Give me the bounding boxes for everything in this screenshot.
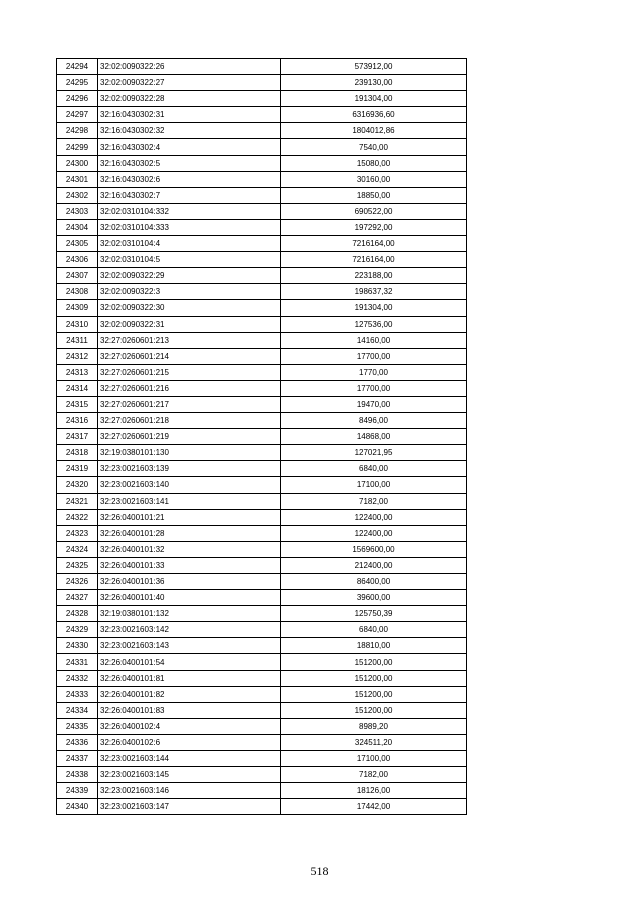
cadastral-value-cell: 6316936,60 — [281, 107, 467, 123]
table-row — [57, 525, 467, 541]
cadastral-number-cell: 32:23:0021603:143 — [98, 638, 281, 654]
table-row — [57, 734, 467, 750]
table-row — [57, 574, 467, 590]
cadastral-number-cell: 32:26:0400101:21 — [98, 509, 281, 525]
table-row — [57, 332, 467, 348]
row-number-cell: 24321 — [57, 493, 98, 509]
cadastral-value-table — [56, 58, 467, 815]
cadastral-value-cell: 122400,00 — [281, 509, 467, 525]
cadastral-value-cell: 122400,00 — [281, 525, 467, 541]
table-row — [57, 541, 467, 557]
row-number-cell: 24340 — [57, 799, 98, 815]
table-row — [57, 477, 467, 493]
row-number-cell: 24317 — [57, 429, 98, 445]
table-body — [57, 59, 467, 815]
table-row — [57, 284, 467, 300]
cadastral-value-cell: 18126,00 — [281, 783, 467, 799]
cadastral-number-cell: 32:26:0400101:54 — [98, 654, 281, 670]
row-number-cell: 24329 — [57, 622, 98, 638]
cadastral-value-cell: 19470,00 — [281, 396, 467, 412]
cadastral-number-cell: 32:23:0021603:140 — [98, 477, 281, 493]
row-number-cell: 24326 — [57, 574, 98, 590]
cadastral-number-cell: 32:26:0400101:81 — [98, 670, 281, 686]
row-number-cell: 24302 — [57, 187, 98, 203]
table-row — [57, 252, 467, 268]
row-number-cell: 24309 — [57, 300, 98, 316]
cadastral-value-cell: 17700,00 — [281, 380, 467, 396]
cadastral-number-cell: 32:02:0090322:3 — [98, 284, 281, 300]
table-row — [57, 268, 467, 284]
cadastral-number-cell: 32:23:0021603:145 — [98, 767, 281, 783]
row-number-cell: 24306 — [57, 252, 98, 268]
cadastral-value-cell: 7216164,00 — [281, 252, 467, 268]
cadastral-value-cell: 197292,00 — [281, 219, 467, 235]
row-number-cell: 24307 — [57, 268, 98, 284]
cadastral-value-cell: 1804012,86 — [281, 123, 467, 139]
cadastral-value-cell: 7182,00 — [281, 767, 467, 783]
cadastral-value-cell: 324511,20 — [281, 734, 467, 750]
cadastral-number-cell: 32:02:0090322:30 — [98, 300, 281, 316]
cadastral-number-cell: 32:23:0021603:147 — [98, 799, 281, 815]
table-row — [57, 107, 467, 123]
table-row — [57, 396, 467, 412]
cadastral-value-cell: 6840,00 — [281, 461, 467, 477]
row-number-cell: 24323 — [57, 525, 98, 541]
row-number-cell: 24320 — [57, 477, 98, 493]
row-number-cell: 24330 — [57, 638, 98, 654]
row-number-cell: 24313 — [57, 364, 98, 380]
cadastral-value-cell: 125750,39 — [281, 606, 467, 622]
table-row — [57, 590, 467, 606]
cadastral-value-cell: 212400,00 — [281, 557, 467, 573]
table-row — [57, 203, 467, 219]
table-row — [57, 702, 467, 718]
cadastral-number-cell: 32:27:0260601:218 — [98, 413, 281, 429]
cadastral-value-cell: 39600,00 — [281, 590, 467, 606]
table-row — [57, 799, 467, 815]
row-number-cell: 24315 — [57, 396, 98, 412]
cadastral-number-cell: 32:26:0400101:28 — [98, 525, 281, 541]
table-row — [57, 171, 467, 187]
row-number-cell: 24316 — [57, 413, 98, 429]
table-row — [57, 509, 467, 525]
row-number-cell: 24328 — [57, 606, 98, 622]
cadastral-number-cell: 32:19:0380101:130 — [98, 445, 281, 461]
cadastral-value-cell: 17442,00 — [281, 799, 467, 815]
table-row — [57, 638, 467, 654]
table-row — [57, 348, 467, 364]
row-number-cell: 24312 — [57, 348, 98, 364]
cadastral-number-cell: 32:16:0430302:4 — [98, 139, 281, 155]
cadastral-value-cell: 15080,00 — [281, 155, 467, 171]
cadastral-number-cell: 32:26:0400101:33 — [98, 557, 281, 573]
cadastral-value-cell: 8989,20 — [281, 718, 467, 734]
cadastral-number-cell: 32:16:0430302:32 — [98, 123, 281, 139]
row-number-cell: 24337 — [57, 751, 98, 767]
cadastral-value-cell: 151200,00 — [281, 654, 467, 670]
table-row — [57, 670, 467, 686]
cadastral-number-cell: 32:16:0430302:7 — [98, 187, 281, 203]
cadastral-value-cell: 1770,00 — [281, 364, 467, 380]
table-row — [57, 155, 467, 171]
cadastral-value-cell: 239130,00 — [281, 75, 467, 91]
cadastral-value-cell: 7216164,00 — [281, 236, 467, 252]
cadastral-value-cell: 17700,00 — [281, 348, 467, 364]
cadastral-value-cell: 18850,00 — [281, 187, 467, 203]
table-row — [57, 219, 467, 235]
cadastral-value-cell: 151200,00 — [281, 686, 467, 702]
row-number-cell: 24322 — [57, 509, 98, 525]
cadastral-number-cell: 32:23:0021603:144 — [98, 751, 281, 767]
row-number-cell: 24327 — [57, 590, 98, 606]
cadastral-number-cell: 32:02:0310104:5 — [98, 252, 281, 268]
row-number-cell: 24310 — [57, 316, 98, 332]
row-number-cell: 24308 — [57, 284, 98, 300]
row-number-cell: 24299 — [57, 139, 98, 155]
row-number-cell: 24324 — [57, 541, 98, 557]
cadastral-value-cell: 8496,00 — [281, 413, 467, 429]
cadastral-number-cell: 32:02:0310104:4 — [98, 236, 281, 252]
table-row — [57, 557, 467, 573]
cadastral-value-cell: 30160,00 — [281, 171, 467, 187]
row-number-cell: 24332 — [57, 670, 98, 686]
table-row — [57, 783, 467, 799]
cadastral-number-cell: 32:02:0090322:27 — [98, 75, 281, 91]
table-row — [57, 413, 467, 429]
table-row — [57, 767, 467, 783]
table-row — [57, 429, 467, 445]
cadastral-number-cell: 32:27:0260601:214 — [98, 348, 281, 364]
cadastral-number-cell: 32:02:0090322:31 — [98, 316, 281, 332]
cadastral-number-cell: 32:23:0021603:139 — [98, 461, 281, 477]
cadastral-value-cell: 7540,00 — [281, 139, 467, 155]
table-row — [57, 316, 467, 332]
table-row — [57, 123, 467, 139]
cadastral-number-cell: 32:02:0090322:28 — [98, 91, 281, 107]
row-number-cell: 24296 — [57, 91, 98, 107]
cadastral-number-cell: 32:19:0380101:132 — [98, 606, 281, 622]
cadastral-number-cell: 32:23:0021603:141 — [98, 493, 281, 509]
row-number-cell: 24331 — [57, 654, 98, 670]
cadastral-number-cell: 32:26:0400102:4 — [98, 718, 281, 734]
row-number-cell: 24305 — [57, 236, 98, 252]
cadastral-number-cell: 32:26:0400101:82 — [98, 686, 281, 702]
cadastral-value-cell: 7182,00 — [281, 493, 467, 509]
cadastral-number-cell: 32:23:0021603:146 — [98, 783, 281, 799]
table-row — [57, 75, 467, 91]
table-row — [57, 622, 467, 638]
cadastral-number-cell: 32:26:0400101:83 — [98, 702, 281, 718]
row-number-cell: 24335 — [57, 718, 98, 734]
cadastral-number-cell: 32:02:0090322:29 — [98, 268, 281, 284]
cadastral-value-cell: 573912,00 — [281, 59, 467, 75]
row-number-cell: 24334 — [57, 702, 98, 718]
cadastral-value-cell: 1569600,00 — [281, 541, 467, 557]
cadastral-value-cell: 191304,00 — [281, 91, 467, 107]
row-number-cell: 24294 — [57, 59, 98, 75]
row-number-cell: 24301 — [57, 171, 98, 187]
cadastral-number-cell: 32:27:0260601:215 — [98, 364, 281, 380]
cadastral-number-cell: 32:27:0260601:216 — [98, 380, 281, 396]
cadastral-number-cell: 32:27:0260601:219 — [98, 429, 281, 445]
cadastral-value-cell: 223188,00 — [281, 268, 467, 284]
cadastral-value-cell: 198637,32 — [281, 284, 467, 300]
table-row — [57, 686, 467, 702]
table-row — [57, 236, 467, 252]
cadastral-value-cell: 127021,95 — [281, 445, 467, 461]
cadastral-number-cell: 32:26:0400102:6 — [98, 734, 281, 750]
cadastral-value-cell: 14868,00 — [281, 429, 467, 445]
row-number-cell: 24318 — [57, 445, 98, 461]
cadastral-value-cell: 18810,00 — [281, 638, 467, 654]
table-row — [57, 606, 467, 622]
cadastral-number-cell: 32:26:0400101:36 — [98, 574, 281, 590]
row-number-cell: 24304 — [57, 219, 98, 235]
cadastral-number-cell: 32:23:0021603:142 — [98, 622, 281, 638]
table-row — [57, 91, 467, 107]
table-row — [57, 461, 467, 477]
table-row — [57, 187, 467, 203]
row-number-cell: 24325 — [57, 557, 98, 573]
row-number-cell: 24311 — [57, 332, 98, 348]
cadastral-number-cell: 32:27:0260601:217 — [98, 396, 281, 412]
table-row — [57, 445, 467, 461]
row-number-cell: 24338 — [57, 767, 98, 783]
table-row — [57, 654, 467, 670]
cadastral-value-cell: 151200,00 — [281, 670, 467, 686]
cadastral-value-cell: 690522,00 — [281, 203, 467, 219]
table-row — [57, 718, 467, 734]
page-number: 518 — [310, 864, 329, 878]
row-number-cell: 24339 — [57, 783, 98, 799]
cadastral-value-cell: 6840,00 — [281, 622, 467, 638]
row-number-cell: 24319 — [57, 461, 98, 477]
cadastral-value-cell: 14160,00 — [281, 332, 467, 348]
table-row — [57, 139, 467, 155]
table-row — [57, 59, 467, 75]
row-number-cell: 24297 — [57, 107, 98, 123]
cadastral-number-cell: 32:26:0400101:40 — [98, 590, 281, 606]
cadastral-number-cell: 32:02:0090322:26 — [98, 59, 281, 75]
cadastral-value-cell: 191304,00 — [281, 300, 467, 316]
cadastral-value-cell: 17100,00 — [281, 751, 467, 767]
cadastral-number-cell: 32:02:0310104:332 — [98, 203, 281, 219]
cadastral-value-cell: 86400,00 — [281, 574, 467, 590]
row-number-cell: 24295 — [57, 75, 98, 91]
row-number-cell: 24300 — [57, 155, 98, 171]
cadastral-number-cell: 32:27:0260601:213 — [98, 332, 281, 348]
row-number-cell: 24333 — [57, 686, 98, 702]
table-row — [57, 380, 467, 396]
row-number-cell: 24303 — [57, 203, 98, 219]
table-row — [57, 300, 467, 316]
table-row — [57, 751, 467, 767]
cadastral-number-cell: 32:16:0430302:6 — [98, 171, 281, 187]
cadastral-number-cell: 32:16:0430302:31 — [98, 107, 281, 123]
table-row — [57, 493, 467, 509]
table-row — [57, 364, 467, 380]
cadastral-value-cell: 17100,00 — [281, 477, 467, 493]
row-number-cell: 24314 — [57, 380, 98, 396]
cadastral-number-cell: 32:26:0400101:32 — [98, 541, 281, 557]
row-number-cell: 24298 — [57, 123, 98, 139]
cadastral-value-cell: 127536,00 — [281, 316, 467, 332]
cadastral-number-cell: 32:02:0310104:333 — [98, 219, 281, 235]
cadastral-value-cell: 151200,00 — [281, 702, 467, 718]
cadastral-number-cell: 32:16:0430302:5 — [98, 155, 281, 171]
row-number-cell: 24336 — [57, 734, 98, 750]
